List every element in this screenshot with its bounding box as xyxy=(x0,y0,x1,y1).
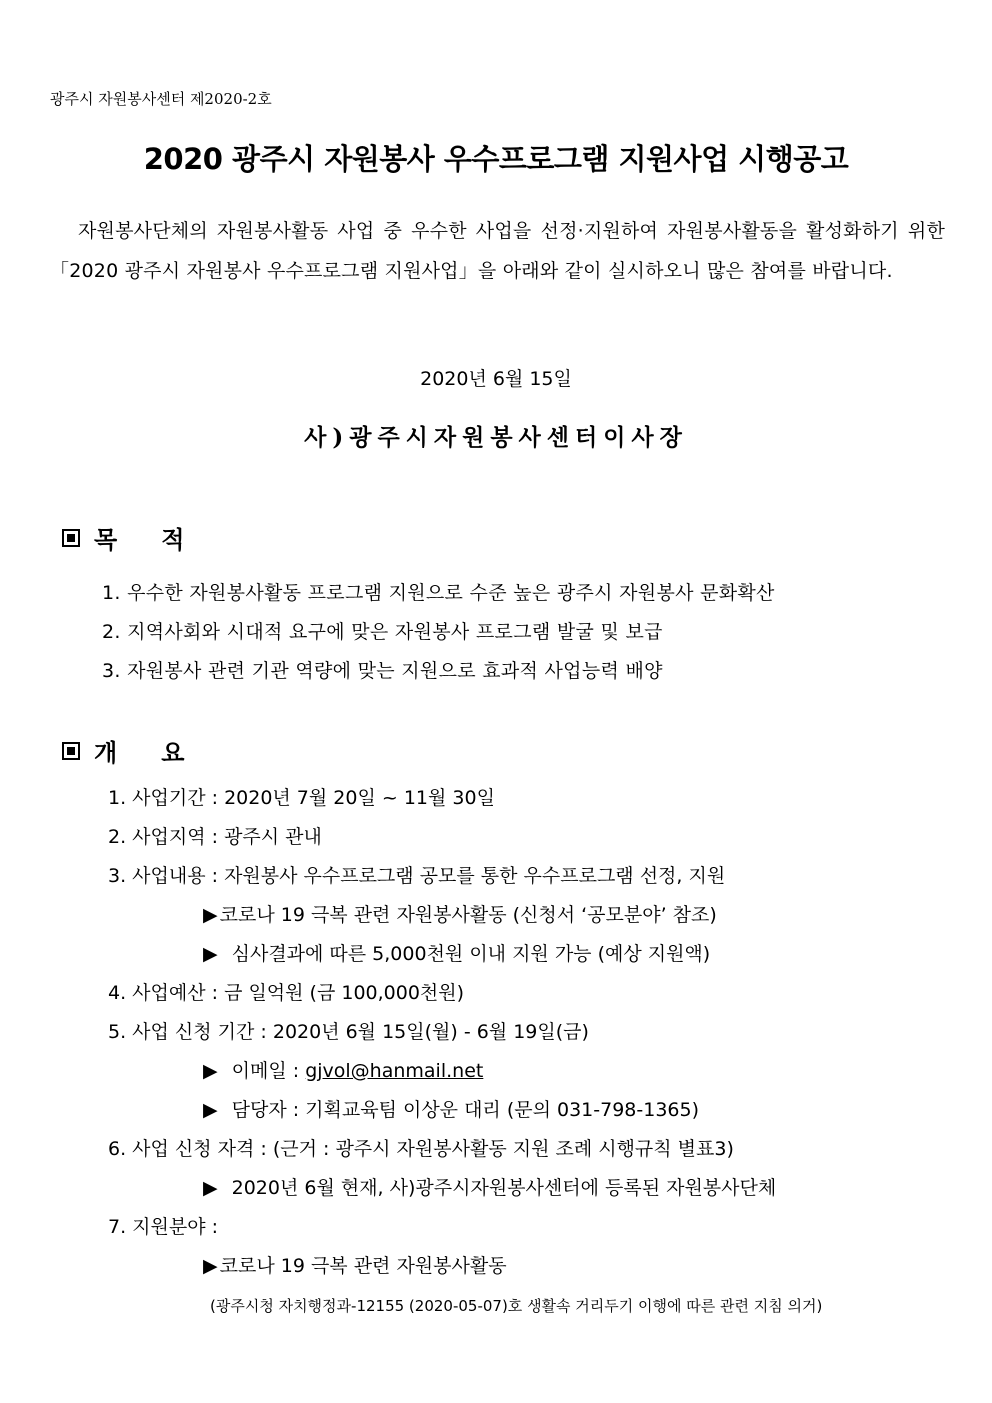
field-sub xyxy=(203,1251,507,1278)
arrow-bullet-icon: ▶ xyxy=(203,904,218,926)
reference-note: (광주시청 자치행정과-12155 (2020-05-07)호 생활속 거리두기 이행에 따른 관련 지침 의거) xyxy=(210,1297,823,1315)
notice-date: 2020년 6월 15일 xyxy=(420,368,572,390)
section-heading-purpose xyxy=(62,520,186,555)
email-link[interactable]: gjvol@hanmail.net xyxy=(305,1060,484,1082)
overview-budget: 4. 사업예산 : 금 일억원 (금 100,000천원) xyxy=(108,982,465,1004)
sub-text: 심사결과에 따른 5,000천원 이내 지원 가능 (예상 지원액) xyxy=(231,943,711,965)
overview-content: 3. 사업내용 : 자원봉사 우수프로그램 공모를 통한 우수프로그램 선정, 지원 xyxy=(108,865,726,887)
section-label-second: 적 xyxy=(161,526,187,554)
overview-apply-period: 5. 사업 신청 기간 : 2020년 6월 15일(월) - 6월 19일(금) xyxy=(108,1021,589,1043)
page-title: 2020 광주시 자원봉사 우수프로그램 지원사업 시행공고 xyxy=(143,142,849,176)
overview-eligibility: 6. 사업 신청 자격 : (근거 : 광주시 자원봉사활동 지원 조례 시행규칙 별표3) xyxy=(108,1138,734,1160)
purpose-item: 3. 자원봉사 관련 기관 역량에 맞는 지원으로 효과적 사업능력 배양 xyxy=(102,660,663,682)
section-label-first: 목 xyxy=(94,526,120,554)
contact-text: 담당자 : 기획교육팀 이상운 대리 (문의 031-798-1365) xyxy=(231,1099,699,1121)
square-bullet-icon xyxy=(62,529,80,547)
overview-region: 2. 사업지역 : 광주시 관내 xyxy=(108,826,322,848)
overview-content-sub xyxy=(203,900,717,927)
section-heading-overview xyxy=(62,733,186,768)
overview-field: 7. 지원분야 : xyxy=(108,1216,219,1238)
email-line xyxy=(203,1056,483,1083)
sub-text: 코로나 19 극복 관련 자원봉사활동 xyxy=(219,1255,507,1277)
sub-text: 2020년 6월 현재, 사)광주시자원봉사센터에 등록된 자원봉사단체 xyxy=(231,1177,777,1199)
arrow-bullet-icon: ▶ xyxy=(203,1177,218,1199)
issuer-name: 사)광주시자원봉사센터이사장 xyxy=(304,424,688,451)
arrow-bullet-icon: ▶ xyxy=(203,943,218,965)
arrow-bullet-icon: ▶ xyxy=(203,1255,218,1277)
intro-paragraph: 자원봉사단체의 자원봉사활동 사업 중 우수한 사업을 선정·지원하여 자원봉사활동을 활성화하기 위한「2020 광주시 자원봉사 우수프로그램 지원사업」을 아래와 같이 실시하오니 많은 참여를 바랍니다. xyxy=(50,220,945,282)
sub-text: 코로나 19 극복 관련 자원봉사활동 (신청서 ‘공모분야’ 참조) xyxy=(219,904,717,926)
contact-line xyxy=(203,1095,699,1122)
square-bullet-icon xyxy=(62,742,80,760)
purpose-item: 1. 우수한 자원봉사활동 프로그램 지원으로 수준 높은 광주시 자원봉사 문화확산 xyxy=(102,582,775,604)
email-label: 이메일 : xyxy=(231,1060,300,1082)
eligibility-sub xyxy=(203,1173,776,1200)
arrow-bullet-icon: ▶ xyxy=(203,1099,218,1121)
overview-content-sub xyxy=(203,939,710,966)
overview-period: 1. 사업기간 : 2020년 7월 20일 ~ 11월 30일 xyxy=(108,787,495,809)
arrow-bullet-icon: ▶ xyxy=(203,1060,218,1082)
section-label-first: 개 xyxy=(94,739,120,767)
document-number: 광주시 자원봉사센터 제2020-2호 xyxy=(50,90,272,108)
purpose-item: 2. 지역사회와 시대적 요구에 맞은 자원봉사 프로그램 발굴 및 보급 xyxy=(102,621,663,643)
section-label-second: 요 xyxy=(161,739,187,767)
